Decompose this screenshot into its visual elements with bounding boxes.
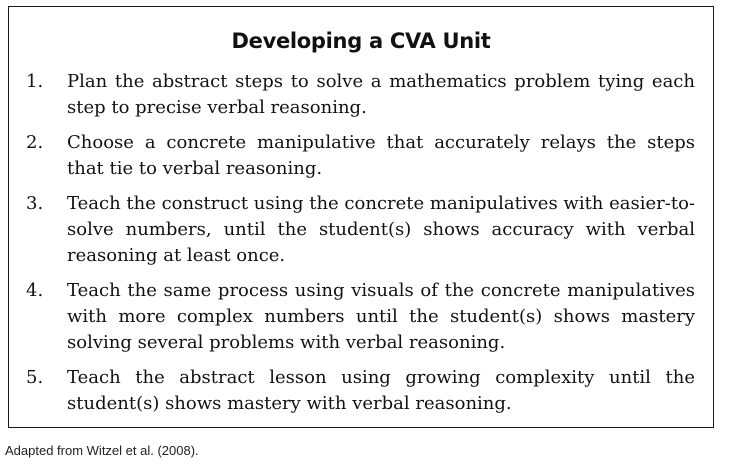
step-number: 4.: [26, 280, 44, 301]
box-title: Developing a CVA Unit: [231, 29, 491, 53]
step-item: [9, 191, 713, 269]
step-text: Teach the same process using visuals of the concrete manipulatives with more complex numbers until the student(s) shows mastery solving several problems with verbal reasoning.: [67, 280, 695, 353]
step-number: 1.: [26, 71, 44, 92]
step-item: [9, 130, 713, 182]
step-text: Teach the construct using the concrete manipulatives with easier-to-solve numbers, until the student(s) shows accuracy with verbal reasoning at least once.: [67, 193, 695, 266]
step-item: [9, 278, 713, 356]
step-item: [9, 365, 713, 417]
step-number: 3.: [26, 193, 44, 214]
step-text: Plan the abstract steps to solve a mathematics problem tying each step to precise verbal reasoning.: [67, 71, 695, 118]
step-text: Choose a concrete manipulative that accurately relays the steps that tie to verbal reasoning.: [67, 132, 695, 179]
step-item: [9, 69, 713, 121]
steps-list: [9, 69, 713, 426]
cva-unit-box: [8, 6, 714, 428]
step-number: 2.: [26, 132, 44, 153]
step-number: 5.: [26, 367, 44, 388]
step-text: Teach the abstract lesson using growing complexity until the student(s) shows mastery with verbal reasoning.: [67, 367, 695, 414]
source-caption: Adapted from Witzel et al. (2008).: [5, 443, 199, 458]
